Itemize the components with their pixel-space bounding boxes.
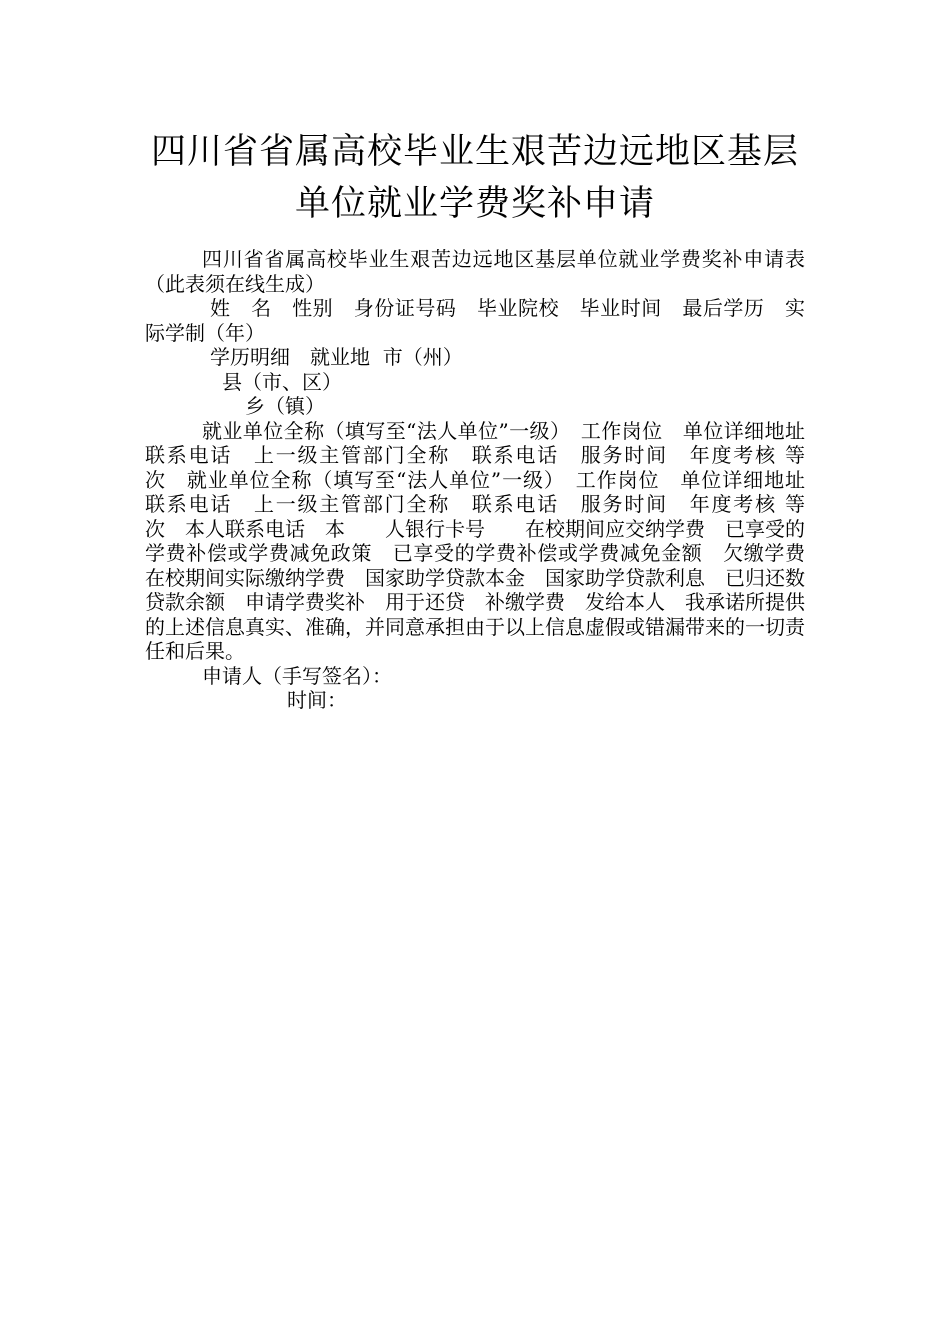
county-line: 县（市、区）: [222, 369, 342, 394]
title-line-2: 单位就业学费奖补申请: [294, 184, 655, 224]
time-label: 时间：: [287, 688, 347, 712]
town-line: 乡（镇）: [245, 394, 325, 418]
document-title: [145, 126, 805, 230]
fields-paragraph: 姓 名 性别 身份证号码 毕业院校 毕业时间 最后学历 实际学制（年）: [145, 296, 805, 345]
intro-paragraph: 四川省省属高校毕业生艰苦边远地区基层单位就业学费奖补申请表（此表须在线生成）: [145, 247, 805, 296]
title-line-1: 四川省省属高校毕业生艰苦边远地区基层: [150, 132, 799, 172]
education-line: 学历明细 就业地 市（州）: [210, 345, 463, 369]
document-body: [145, 247, 845, 713]
applicant-signature-label: 申请人（手写签名）：: [202, 663, 392, 688]
main-paragraph: 就业单位全称（填写至“法人单位”一级） 工作岗位 单位详细地址 联系电话 上一级主管部门全称 联系电话 服务时间 年度考核 等 次 就业单位全称（填写至“法人单位”一级） 工作岗位 单位详细地址 联系电话 上一级主管部门全称 联系电话 服务时间 年度考核 等 次 本人联系电话 本 人银行卡号 在校期间应交纳学费 已享受的学费补偿或学费减免政策 已享受的学费补偿或学费减免金额 欠缴学费 在校期间实际缴纳学费 国家助学贷款本金 国家助学贷款利息 已归还数 贷款余额 申请学费奖补 用于还贷 补缴学费 发给本人 我承诺所提供的上述信息真实、准确，并同意承担由于以上信息虚假或错漏带来的一切责任和后果。: [145, 418, 845, 663]
